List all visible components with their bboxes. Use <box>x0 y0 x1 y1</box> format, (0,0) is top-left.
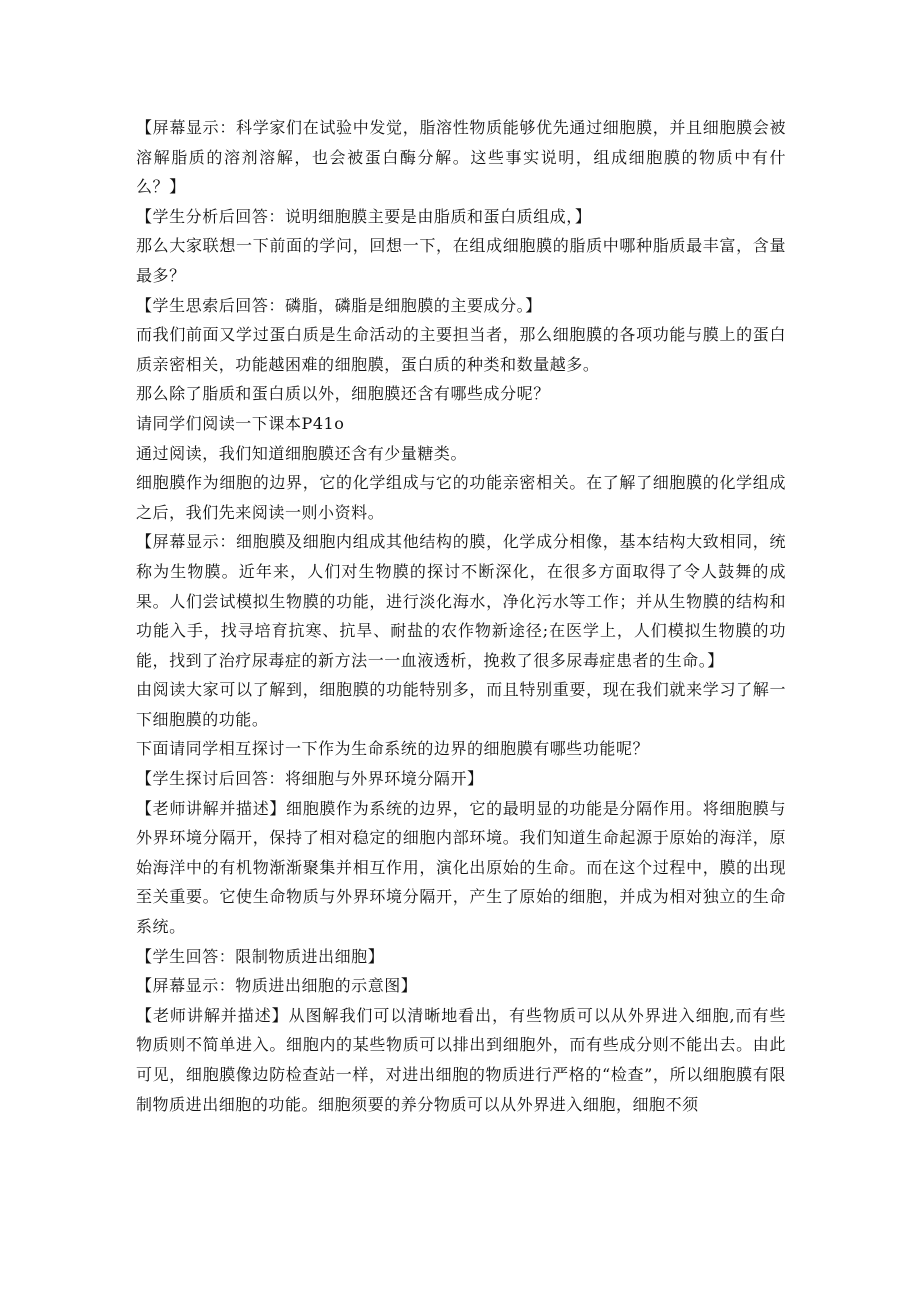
paragraph-student-answer-phospholipid: 【学生思索后回答：磷脂，磷脂是细胞膜的主要成分。】 <box>136 295 542 315</box>
paragraph-discussion-prompt: 下面请同学相互探讨一下作为生命系统的边界的细胞膜有哪些功能呢？ <box>136 739 650 759</box>
paragraph-question-most-abundant-lipid: 那么大家联想一下前面的学问，回想一下，在组成细胞膜的脂质中哪种脂质最丰富，含量最多？ <box>136 236 786 285</box>
paragraph-student-answer-separation: 【学生探讨后回答：将细胞与外界环境分隔开】 <box>136 769 484 789</box>
paragraph-screen-display-lipid-solubility: 【屏幕显示：科学家们在试验中发觉，脂溶性物质能够优先通过细胞膜，并且细胞膜会被溶解脂质的溶剂溶解，也会被蛋白酶分解。这些事实说明，组成细胞膜的物质中有什么？】 <box>136 118 786 197</box>
paragraph-intro-reading-material: 细胞膜作为细胞的边界，它的化学组成与它的功能亲密相关。在了解了细胞膜的化学组成之后，我们先来阅读一则小资料。 <box>136 473 786 522</box>
paragraph-read-textbook: 请同学们阅读一下课本P41o <box>136 413 345 433</box>
document-page <box>136 113 786 1119</box>
paragraph-intro-membrane-functions: 由阅读大家可以了解到，细胞膜的功能特别多，而且特别重要，现在我们就来学习了解一下细胞膜的功能。 <box>136 680 786 729</box>
paragraph-question-other-components: 那么除了脂质和蛋白质以外，细胞膜还含有哪些成分呢？ <box>136 384 550 404</box>
paragraph-protein-function: 而我们前面又学过蛋白质是生命活动的主要担当者，那么细胞膜的各项功能与膜上的蛋白质亲密相关，功能越困难的细胞膜，蛋白质的种类和数量越多。 <box>136 325 786 374</box>
paragraph-student-answer-transport: 【学生回答：限制物质进出细胞】 <box>136 946 385 966</box>
paragraph-screen-display-biomembrane: 【屏幕显示：细胞膜及细胞内组成其他结构的膜，化学成分相像，基本结构大致相同，统称为生物膜。近年来，人们对生物膜的探讨不断深化，在很多方面取得了令人鼓舞的成果。人们尝试模拟生物膜的功能，进行淡化海水，净化污水等工作；并从生物膜的结构和功能入手，找寻培育抗寒、抗旱、耐盐的农作物新途径;在医学上，人们模拟生物膜的功能，找到了治疗尿毒症的新方法一一血液透析，挽救了很多尿毒症患者的生命。】 <box>136 532 786 670</box>
paragraph-teacher-separation: 【老师讲解并描述】细胞膜作为系统的边界，它的最明显的功能是分隔作用。将细胞膜与外界环境分隔开，保持了相对稳定的细胞内部环境。我们知道生命起源于原始的海洋，原始海洋中的有机物渐渐聚集并相互作用，演化出原始的生命。而在这个过程中，膜的出现至关重要。它使生命物质与外界环境分隔开，产生了原始的细胞，并成为相对独立的生命系统。 <box>136 798 786 937</box>
paragraph-student-answer-lipid-protein: 【学生分析后回答：说明细胞膜主要是由脂质和蛋白质组成，】 <box>136 206 592 226</box>
paragraph-screen-display-diagram: 【屏幕显示：物质进出细胞的示意图】 <box>136 976 418 996</box>
paragraph-sugars: 通过阅读，我们知道细胞膜还含有少量糖类。 <box>136 443 468 463</box>
paragraph-teacher-transport: 【老师讲解并描述】从图解我们可以清晰地看出，有些物质可以从外界进入细胞,而有些物质则不简单进入。细胞内的某些物质可以排出到细胞外，而有些成分则不能出去。由此可见，细胞膜像边防检查站一样，对进出细胞的物质进行严格的“检查”，所以细胞膜有限制物质进出细胞的功能。细胞须要的养分物质可以从外界进入细胞，细胞不须 <box>136 1005 786 1114</box>
